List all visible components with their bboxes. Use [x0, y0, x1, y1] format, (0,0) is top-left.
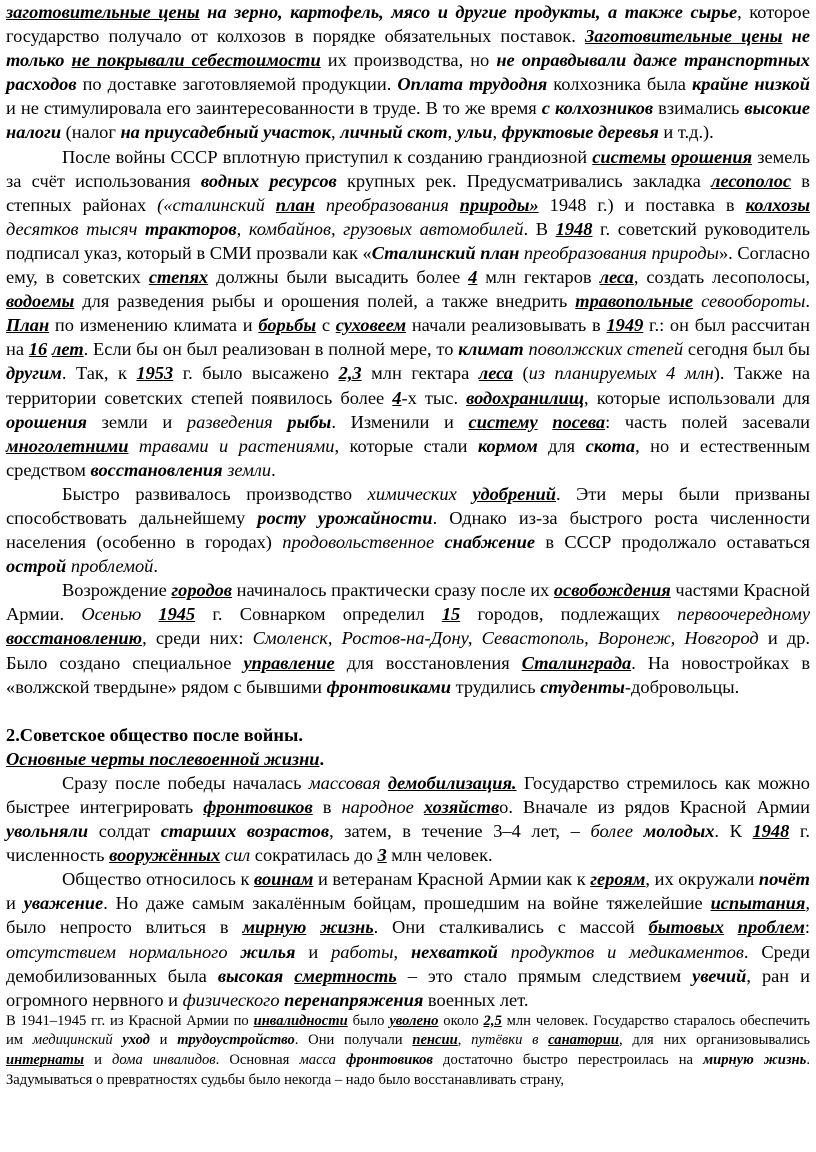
text-run: фронтовиков: [203, 797, 313, 817]
text-run: мирную: [242, 917, 307, 938]
text-run: [336, 1052, 346, 1068]
text-run: городов: [171, 580, 233, 601]
text-run: [306, 917, 320, 937]
text-run: снабжение: [444, 532, 536, 553]
text-run: -х тыс.: [401, 387, 467, 408]
text-run: . Однако из-за быстрого роста численности населения (особенно в городах): [6, 507, 810, 553]
text-run: Осенью: [81, 604, 142, 625]
text-run: проблемой: [66, 556, 154, 577]
text-run: не покрывали себестоимости: [71, 50, 321, 71]
text-run: уход: [122, 1032, 150, 1049]
text-run: демобилизация.: [387, 772, 517, 793]
text-run: После войны СССР вплотную приступил к созданию грандиозной: [62, 146, 593, 167]
text-run: городов, подлежащих: [460, 604, 678, 625]
text-run: достаточно быстро перестроилась на: [432, 1052, 704, 1069]
text-run: 4: [392, 387, 402, 408]
text-run: многолетними: [6, 435, 129, 456]
text-run: по изменению климата и: [49, 315, 259, 336]
text-run: освобождения: [553, 580, 671, 601]
section-subheading-dot: .: [319, 748, 325, 769]
text-run: сегодня был бы: [683, 339, 811, 360]
text-run: почёт: [758, 869, 810, 890]
text-run: системы: [592, 146, 666, 167]
text-run: для разведения рыбы и орошения полей, а также внедрить: [74, 291, 576, 312]
text-run: и т.д.).: [658, 122, 714, 143]
text-run: -добровольцы.: [624, 676, 740, 697]
text-run: суховеем: [335, 315, 407, 336]
text-run: . К: [714, 821, 753, 842]
text-run: лет: [51, 339, 84, 360]
text-run: личный скот: [340, 122, 448, 143]
text-run: ). Также на территории советских степей появилось более: [6, 363, 811, 408]
text-run: леса: [478, 363, 514, 384]
paragraph: [6, 145, 810, 482]
text-run: [228, 942, 241, 962]
text-run: масса: [299, 1052, 336, 1069]
text-run: проблем: [737, 917, 805, 938]
text-run: физического: [182, 989, 280, 1010]
text-run: : часть полей засевали: [605, 411, 810, 432]
text-run: на зерно, картофель, мясо и другие продукты, а также: [199, 2, 691, 22]
text-run: трудоустройство: [177, 1032, 295, 1049]
text-run: г. советский руководитель подписал указ, который в СМИ прозвали как «: [6, 218, 811, 263]
text-run: посева: [552, 411, 606, 432]
text-run: земли: [222, 459, 272, 480]
text-run: .: [153, 556, 158, 577]
text-run: на приусадебный участок: [120, 122, 331, 143]
text-run: было: [347, 1012, 390, 1029]
text-run: из планируемых 4 млн: [528, 363, 714, 384]
text-run: заготовительные цены: [6, 2, 200, 22]
text-run: химических: [367, 483, 457, 504]
text-run: орошения: [671, 146, 753, 167]
text-run: хозяйств: [423, 797, 500, 817]
text-run: не только: [6, 26, 810, 71]
text-run: частями Красной Армии.: [6, 580, 810, 625]
text-run: уважение: [23, 893, 104, 914]
text-run: («сталинский: [157, 194, 276, 215]
text-run: фронтовиков: [346, 1052, 433, 1069]
section-spacer: [6, 699, 810, 723]
text-run: солдат: [88, 821, 161, 842]
text-run: Сразу после победы началась: [62, 772, 309, 793]
text-run: рыбы: [287, 411, 332, 432]
text-run: пенсии: [412, 1032, 458, 1049]
text-run: 1949: [606, 315, 644, 336]
text-run: сырье: [690, 2, 738, 22]
text-run: 1948 г.) и поставка в: [538, 194, 746, 215]
text-run: земель за счёт использования: [6, 146, 810, 191]
text-run: Общество относилось к: [62, 869, 254, 890]
paragraph: [6, 867, 810, 1012]
text-run: План: [6, 315, 50, 336]
text-run: [538, 412, 553, 432]
text-run: героям: [590, 869, 646, 890]
text-run: в СССР продолжало оставаться: [535, 532, 810, 553]
section-heading-title: 2.Советское общество после войны: [6, 724, 299, 745]
text-run: и: [84, 1052, 113, 1069]
text-run: , затем, в течение 3–4 лет, –: [329, 821, 591, 842]
text-run: нехваткой: [410, 941, 498, 962]
text-run: . Они получали: [294, 1032, 413, 1049]
text-run: земли и: [86, 411, 187, 432]
text-run: , но и естественным средством: [6, 435, 810, 480]
text-run: преобразования: [314, 194, 460, 215]
text-run: леса: [599, 267, 634, 288]
text-run: борьбы: [258, 315, 317, 336]
text-run: с: [316, 315, 336, 336]
text-run: воинам: [253, 869, 314, 890]
text-run: 4: [468, 267, 478, 288]
text-run: ,: [457, 1032, 472, 1049]
text-run: десятков тысяч: [6, 218, 145, 239]
text-run: [381, 773, 388, 793]
text-run: сократилась до: [250, 845, 378, 866]
text-run: орошения: [6, 411, 87, 432]
text-run: , их окружали: [645, 869, 759, 890]
text-run: план: [275, 194, 315, 215]
text-run: и: [6, 893, 24, 914]
text-run: удобрений: [472, 483, 556, 504]
text-run: отсутствием нормального: [6, 941, 228, 962]
text-run: и: [149, 1032, 178, 1049]
text-run: перенапряжения: [284, 989, 424, 1010]
text-run: для восстановления: [334, 652, 522, 673]
text-run: , было непросто влиться в: [6, 893, 810, 938]
text-run: . Изменили и: [331, 411, 469, 432]
text-run: поволжских степей: [523, 339, 684, 360]
text-run: для: [537, 435, 586, 456]
text-run: военных лет.: [423, 989, 529, 1010]
text-run: [724, 917, 738, 937]
text-run: взимались: [653, 98, 745, 119]
text-run: г. численность: [6, 821, 810, 866]
text-section-postwar-agriculture: [6, 0, 810, 699]
text-run: скота: [585, 435, 636, 456]
text-run: В 1941–1945 гг. из Красной Армии по: [6, 1012, 254, 1029]
text-run: [538, 1032, 548, 1048]
text-run: их производства, но: [320, 50, 497, 71]
text-run: , ран и огромного нервного и: [6, 965, 810, 1010]
text-run: [113, 1032, 123, 1048]
text-run: кормом: [477, 435, 538, 456]
text-run: 3: [377, 845, 387, 866]
text-run: . Если бы он был реализован в полной мере, то: [83, 339, 459, 360]
text-run: интернаты: [6, 1052, 85, 1069]
text-run: начиналось практически сразу после их: [232, 580, 554, 601]
text-run: севообороты: [693, 291, 806, 312]
text-run: млн гектаров: [477, 267, 600, 288]
text-run: работы: [331, 941, 394, 962]
text-run: водоемы: [6, 291, 75, 312]
text-run: 2,5: [483, 1012, 502, 1029]
text-run: около: [438, 1012, 484, 1029]
text-run: . Среди демобилизованных была: [6, 941, 810, 986]
text-run: . Основная: [215, 1052, 300, 1069]
text-run: по доставке заготовляемой продукции.: [76, 74, 398, 95]
text-run: ,: [447, 122, 457, 143]
text-run: путёвки в: [471, 1032, 539, 1049]
text-run: [434, 532, 444, 552]
text-run: млн гектара: [361, 363, 479, 384]
text-run: испытания: [710, 893, 806, 914]
text-run: ,: [330, 122, 341, 143]
text-run: Смоленск, Ростов-на-Дону, Севастополь, Воронеж, Новгород: [252, 628, 759, 649]
text-run: степях: [148, 267, 209, 288]
text-run: жизнь: [320, 917, 374, 938]
text-run: . Задумываться о превратностях судьбы было некогда – надо было восстанавливать страну,: [6, 1052, 810, 1088]
text-run: млн человек. Государство старалось обеспечить им: [6, 1012, 810, 1049]
text-run: климат: [458, 339, 524, 360]
text-run: систему: [468, 411, 538, 432]
text-run: г.: он был рассчитан на: [6, 315, 811, 360]
text-run: природы»: [459, 194, 539, 215]
text-run: фронтовиками: [326, 676, 451, 697]
text-run: увольняли: [6, 821, 89, 842]
text-run: , которые стали: [334, 435, 478, 456]
text-run: более: [590, 821, 633, 842]
text-run: 2,3: [338, 363, 362, 384]
text-run: колхозника была: [547, 74, 692, 95]
text-run: преобразования природы: [519, 242, 719, 263]
text-run: росту урожайности: [257, 507, 433, 528]
text-run: и не стимулировала его заинтересованности в труде. В то же время: [6, 98, 542, 119]
text-run: млн человек.: [386, 845, 493, 866]
text-run: не оправдывали даже транспортных расходов: [6, 50, 811, 95]
text-run: ,: [492, 122, 502, 143]
text-run: , для них организовывались: [618, 1032, 811, 1049]
text-run: мирную жизнь: [703, 1052, 807, 1069]
paragraph: [6, 1012, 810, 1090]
text-run: [283, 966, 294, 986]
text-run: колхозы: [745, 194, 811, 215]
text-run: сил: [220, 845, 251, 866]
text-run: [457, 484, 473, 504]
text-run: бытовых: [648, 917, 724, 938]
text-run: острой: [6, 556, 67, 577]
text-run: , создать лесополосы,: [633, 267, 811, 288]
text-run: Возрождение: [62, 580, 172, 601]
text-run: с колхозников: [541, 98, 654, 119]
text-run: вооружённых: [109, 845, 221, 866]
text-run: и: [295, 941, 332, 962]
text-run: и др. Было создано специальное: [6, 628, 811, 673]
text-run: в: [312, 797, 342, 817]
text-run: травопольные: [575, 291, 694, 312]
text-run: [414, 797, 424, 817]
text-run: водохранилищ: [466, 387, 585, 408]
text-run: первоочередному: [677, 604, 810, 625]
text-run: управление: [243, 652, 335, 673]
text-run: г. Совнарком определил: [195, 604, 442, 625]
text-run: инвалидности: [253, 1012, 348, 1029]
text-run: лесополос: [711, 170, 792, 191]
text-run: народное: [341, 797, 414, 817]
text-run: жилья: [240, 941, 296, 962]
text-run: высокая: [217, 965, 284, 986]
text-run: продуктов и медикаментов: [497, 941, 744, 962]
text-run: Быстро развивалось производство: [62, 483, 368, 504]
paragraph: [6, 578, 810, 698]
text-run: [141, 604, 158, 624]
text-run: 15: [441, 604, 461, 625]
section-subheading-title: Основные черты послевоенной жизни: [6, 748, 320, 769]
text-run: 1948: [752, 821, 790, 842]
text-run: :: [804, 917, 810, 938]
text-run: 1953: [136, 363, 174, 384]
text-run: старших возрастов: [160, 821, 330, 842]
paragraph: [6, 0, 810, 145]
text-section-postwar-society: [6, 771, 810, 1090]
text-run: [273, 412, 288, 432]
text-run: травами и растениями: [128, 435, 335, 456]
text-run: . На новостройках в «волжской твердыне» рядом с бывшими: [6, 652, 811, 697]
text-run: , которое государство получало от колхозов в порядке обязательных поставок.: [6, 2, 810, 47]
text-run: ». Согласно ему, в советских: [6, 242, 810, 288]
text-run: крупных рек. Предусматривались закладка: [336, 170, 712, 191]
text-run: – это стало прямым следствием: [396, 965, 693, 986]
paragraph: [6, 771, 810, 867]
text-run: смертность: [294, 965, 397, 986]
text-run: Заготовительные цены: [584, 26, 783, 47]
text-run: Государство стремилось как можно быстрее интегрировать: [6, 772, 810, 817]
text-run: . Но даже самым закалённым бойцам, прошедшим на войне тяжелейшие: [103, 893, 711, 914]
text-run: продовольственное: [282, 532, 435, 553]
text-run: восстановления: [90, 459, 223, 480]
text-run: дома инвалидов: [112, 1052, 216, 1069]
text-run: и ветеранам Красной Армии как к: [313, 869, 591, 890]
text-run: молодых: [643, 821, 715, 842]
text-run: , которые использовали для: [584, 387, 811, 408]
text-run: в степных районах: [6, 170, 810, 215]
text-run: , среди них:: [142, 628, 253, 649]
text-run: восстановлению: [6, 628, 143, 649]
text-run: .: [271, 459, 276, 480]
text-run: 1948: [555, 218, 593, 239]
text-run: Оплата трудодня: [397, 74, 548, 95]
text-run: [633, 821, 644, 841]
text-run: водных ресурсов: [200, 170, 337, 191]
text-run: начали реализовывать в: [406, 315, 607, 336]
text-run: увечий: [692, 965, 747, 986]
section-subheading: [6, 747, 810, 771]
text-run: медицинский: [32, 1032, 113, 1049]
text-run: . Они сталкивались с массой: [373, 917, 649, 938]
text-run: разведения: [186, 411, 273, 432]
text-run: (налог: [61, 122, 121, 143]
text-run: Сталинский план: [371, 242, 520, 263]
text-run: ульи: [456, 122, 493, 143]
text-run: 16: [28, 339, 48, 360]
text-run: студенты: [540, 676, 625, 697]
paragraph: [6, 482, 810, 578]
text-run: . Так, к: [61, 363, 137, 384]
text-run: 1945: [158, 604, 196, 625]
text-run: должны были высадить более: [208, 267, 469, 288]
text-run: . Эти меры были призваны способствовать дальнейшему: [6, 483, 810, 528]
text-run: Сталинграда: [521, 652, 632, 673]
text-run: , комбайнов, грузовых автомобилей: [236, 218, 524, 239]
text-run: (: [513, 363, 529, 384]
text-run: тракторов: [145, 218, 237, 239]
text-run: другим: [6, 363, 62, 384]
text-run: ,: [393, 941, 411, 962]
text-run: о. Вначале из рядов Красной Армии: [499, 797, 810, 817]
text-run: .: [805, 291, 810, 312]
text-run: массовая: [308, 772, 381, 793]
text-run: г. было высажено: [173, 363, 339, 384]
text-run: высокие налоги: [6, 98, 810, 143]
section-heading: [6, 723, 810, 747]
text-run: . В: [523, 218, 556, 239]
section-heading-dot: .: [298, 724, 303, 745]
text-run: фруктовые деревья: [501, 122, 659, 143]
text-run: трудились: [450, 676, 541, 697]
text-run: крайне низкой: [691, 74, 810, 95]
text-run: санатории: [548, 1032, 619, 1049]
text-run: уволено: [389, 1012, 439, 1029]
